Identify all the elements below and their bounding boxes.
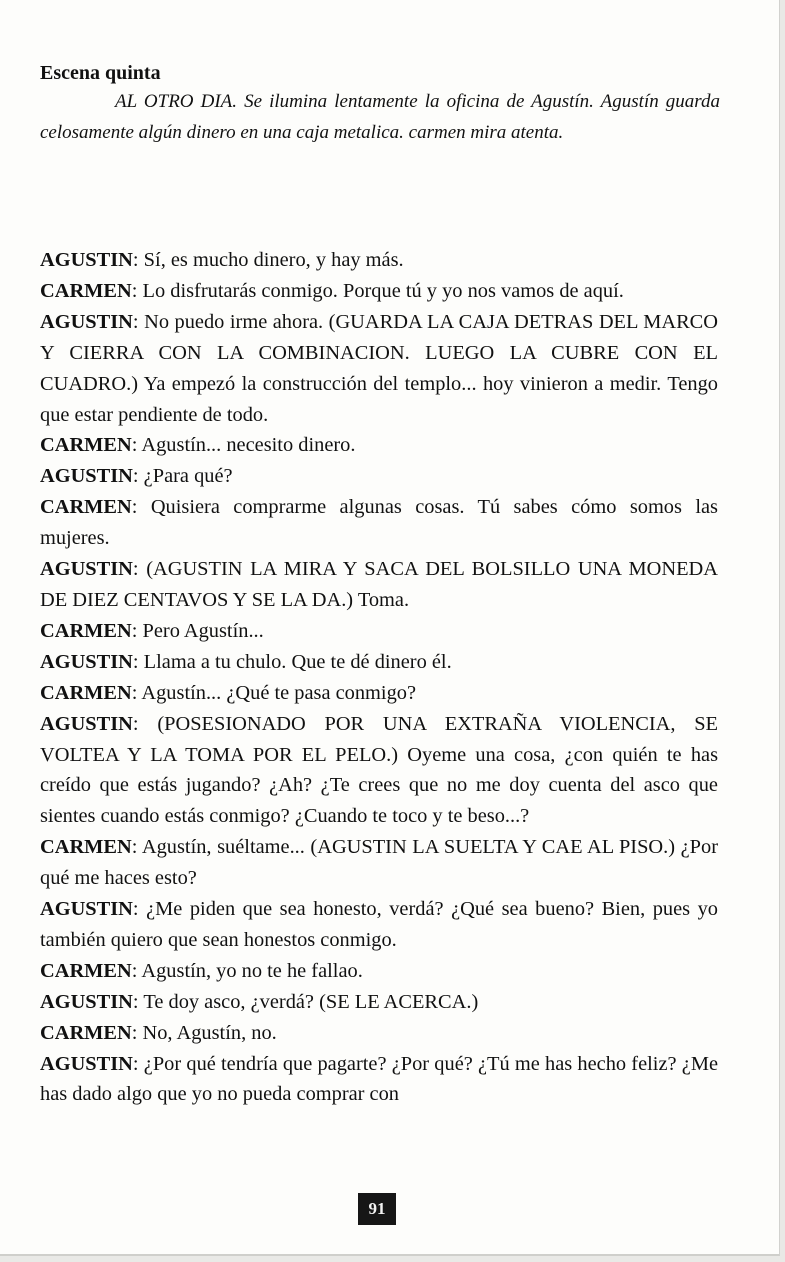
dialogue-line [40, 245, 718, 276]
line-text: : (POSESIONADO POR UNA EXTRAÑA VIOLENCIA, SE VOLTEA Y LA TOMA POR EL PELO.) Oyeme una cosa, ¿con quién te has creído que estás jugando? ¿Ah? ¿Te crees que no me doy cuenta del asco que sientes cuando estás conmigo? ¿Cuando te toco y te beso...? [40, 712, 718, 828]
dialogue-line [40, 430, 718, 461]
dialogue-line [40, 554, 718, 616]
speaker-name: AGUSTIN [40, 898, 133, 921]
line-text: : Quisiera comprarme algunas cosas. Tú sabes cómo somos las mujeres. [40, 496, 718, 550]
speaker-name: CARMEN [40, 681, 132, 704]
dialogue-line [40, 307, 718, 431]
page-number: 91 [358, 1193, 396, 1225]
dialogue-line [40, 894, 718, 956]
line-text: : ¿Para qué? [132, 465, 233, 488]
dialogue-line [40, 832, 718, 894]
dialogue-line [40, 709, 718, 833]
dialogue-line [40, 492, 718, 554]
speaker-name: AGUSTIN [40, 249, 133, 271]
speaker-name: CARMEN [40, 496, 132, 519]
speaker-name: AGUSTIN [40, 650, 133, 673]
line-text: : (AGUSTIN LA MIRA Y SACA DEL BOLSILLO UNA MONEDA DE DIEZ CENTAVOS Y SE LA DA.) Toma. [40, 558, 718, 611]
dialogue-line [40, 276, 718, 307]
line-text: : No, Agustín, no. [131, 1021, 277, 1044]
line-text: : ¿Me piden que sea honesto, verdá? ¿Qué sea bueno? Bien, pues yo también quiero que sean honestos conmigo. [40, 898, 718, 951]
dialogue-line [40, 956, 718, 987]
dialogue-line [40, 647, 718, 678]
dialogue [40, 245, 718, 1110]
line-text: : Te doy asco, ¿verdá? (SE LE ACERCA.) [132, 990, 479, 1013]
dialogue-line [40, 1018, 718, 1049]
speaker-name: AGUSTIN [40, 990, 133, 1013]
line-text: : Agustín, yo no te he fallao. [131, 959, 363, 982]
line-text: : Agustín, suéltame... (AGUSTIN LA SUELTA Y CAE AL PISO.) ¿Por qué me haces esto? [40, 836, 718, 890]
speaker-name: CARMEN [40, 619, 132, 642]
speaker-name: CARMEN [40, 434, 132, 457]
speaker-name: CARMEN [40, 279, 132, 302]
scene-title: Escena quinta [40, 62, 161, 84]
dialogue-line [40, 461, 718, 492]
line-text: : Pero Agustín... [131, 619, 264, 642]
stage-direction: AL OTRO DIA. Se ilumina lentamente la oficina de Agustín. Agustín guarda celosamente algún dinero en una caja metalica. carmen mira atenta. [40, 91, 720, 143]
line-text: : Agustín... necesito dinero. [131, 434, 356, 457]
line-text: : Llama a tu chulo. Que te dé dinero él. [132, 650, 452, 673]
speaker-name: AGUSTIN [40, 310, 133, 333]
speaker-name: AGUSTIN [40, 1052, 133, 1075]
dialogue-line [40, 1049, 718, 1111]
scene-header [40, 62, 720, 148]
speaker-name: CARMEN [40, 959, 132, 982]
line-text: : Sí, es mucho dinero, y hay más. [132, 249, 404, 271]
speaker-name: AGUSTIN [40, 465, 133, 488]
speaker-name: CARMEN [40, 1021, 132, 1044]
speaker-name: CARMEN [40, 836, 132, 859]
speaker-name: AGUSTIN [40, 558, 133, 581]
speaker-name: AGUSTIN [40, 712, 133, 735]
dialogue-line [40, 678, 718, 709]
line-text: : Agustín... ¿Qué te pasa conmigo? [131, 681, 417, 704]
dialogue-line [40, 616, 718, 647]
line-text: : Lo disfrutarás conmigo. Porque tú y yo nos vamos de aquí. [131, 279, 624, 302]
line-text: : ¿Por qué tendría que pagarte? ¿Por qué? ¿Tú me has hecho feliz? ¿Me has dado algo que yo no pueda comprar con [40, 1052, 718, 1106]
line-text: : No puedo irme ahora. (GUARDA LA CAJA DETRAS DEL MARCO Y CIERRA CON LA COMBINACION. LUEGO LA CUBRE CON EL CUADRO.) Ya empezó la construcción del templo... hoy vinieron a medir. Tengo que estar pendiente de todo. [40, 310, 718, 426]
dialogue-line [40, 987, 718, 1018]
